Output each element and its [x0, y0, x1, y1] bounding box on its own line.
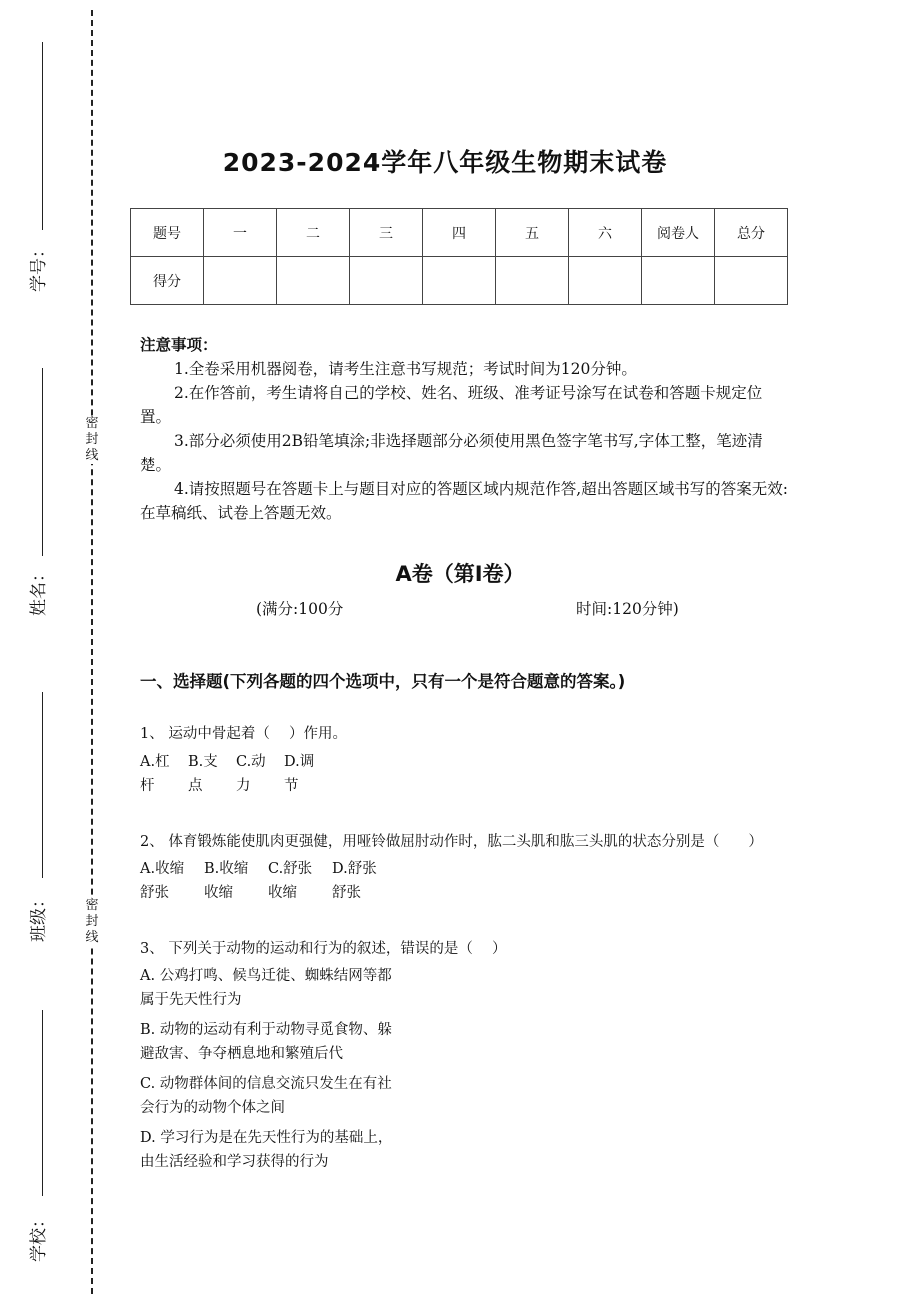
- table-cell: 总分: [715, 209, 788, 257]
- table-cell: 得分: [131, 257, 204, 305]
- name-line[interactable]: [42, 368, 43, 556]
- full-score: (满分:100分: [256, 600, 344, 618]
- table-cell: 六: [569, 209, 642, 257]
- table-cell: 四: [423, 209, 496, 257]
- option-a[interactable]: A.收缩舒张: [140, 861, 185, 901]
- question-3-stem: 3、 下列关于动物的运动和行为的叙述，错误的是（ ）: [140, 941, 507, 957]
- note-item: 2.在作答前，考生请将自己的学校、姓名、班级、准考证号涂写在试卷和答题卡规定位置。: [140, 384, 763, 426]
- notes-section: [140, 333, 790, 525]
- exam-time: 时间:120分钟): [576, 600, 679, 618]
- score-input-cell[interactable]: [423, 257, 496, 305]
- note-item: 1.全卷采用机器阅卷，请考生注意书写规范；考试时间为120分钟。: [174, 360, 637, 378]
- paper-title: A卷（第Ⅰ卷）: [395, 562, 525, 586]
- notes-heading: 注意事项：: [140, 336, 218, 354]
- option-d[interactable]: D.调节: [284, 754, 315, 794]
- score-input-cell[interactable]: [642, 257, 715, 305]
- school-line[interactable]: [42, 1010, 43, 1196]
- option-a[interactable]: A. 公鸡打鸣、候鸟迁徙、蜘蛛结网等都属于先天性行为: [140, 968, 392, 1008]
- class-line[interactable]: [42, 692, 43, 878]
- score-table-header-row: [131, 209, 788, 257]
- question-2-options: [140, 857, 396, 905]
- option-c[interactable]: C. 动物群体间的信息交流只发生在有社会行为的动物个体之间: [140, 1076, 392, 1116]
- table-cell: 二: [277, 209, 350, 257]
- question-1-stem: 1、 运动中骨起着（ ）作用。: [140, 726, 347, 742]
- seal-mark-top: 密封线: [82, 416, 102, 464]
- student-id-line[interactable]: [42, 42, 43, 230]
- binding-dashed-line: [91, 10, 93, 1294]
- option-b[interactable]: B. 动物的运动有利于动物寻觅食物、躲避敌害、争夺栖息地和繁殖后代: [140, 1022, 392, 1062]
- option-b[interactable]: B.支点: [188, 754, 218, 794]
- seal-mark-bottom: 密封线: [82, 898, 102, 946]
- section-title: 一、选择题(下列各题的四个选项中，只有一个是符合题意的答案。): [140, 672, 626, 691]
- question-2-stem: 2、 体育锻炼能使肌肉更强健，用哑铃做屈肘动作时，肱二头肌和肱三头肌的状态分别是（ ）: [140, 834, 763, 850]
- table-cell: 题号: [131, 209, 204, 257]
- option-a[interactable]: A.杠杆: [140, 754, 170, 794]
- option-d[interactable]: D. 学习行为是在先天性行为的基础上，由生活经验和学习获得的行为: [140, 1130, 393, 1170]
- score-table: [130, 208, 788, 305]
- score-input-cell[interactable]: [496, 257, 569, 305]
- score-input-cell[interactable]: [350, 257, 423, 305]
- exam-title: 2023-2024学年八年级生物期末试卷: [222, 148, 668, 177]
- option-d[interactable]: D.舒张舒张: [332, 861, 377, 901]
- option-c[interactable]: C.动力: [236, 754, 266, 794]
- table-cell: 阅卷人: [642, 209, 715, 257]
- score-input-cell[interactable]: [715, 257, 788, 305]
- note-item: 3.部分必须使用2B铅笔填涂;非选择题部分必须使用黑色签字笔书写,字体工整，笔迹清楚。: [140, 432, 763, 474]
- question-1-options: [140, 750, 332, 798]
- option-b[interactable]: B.收缩收缩: [204, 861, 249, 901]
- table-cell: 一: [204, 209, 277, 257]
- option-c[interactable]: C.舒张收缩: [268, 861, 313, 901]
- table-cell: 五: [496, 209, 569, 257]
- score-input-cell[interactable]: [569, 257, 642, 305]
- score-input-cell[interactable]: [204, 257, 277, 305]
- note-item: 4.请按照题号在答题卡上与题目对应的答题区域内规范作答,超出答题区域书写的答案无效:在草稿纸、试卷上答题无效。: [140, 480, 788, 522]
- score-input-cell[interactable]: [277, 257, 350, 305]
- table-cell: 三: [350, 209, 423, 257]
- score-table-score-row: [131, 257, 788, 305]
